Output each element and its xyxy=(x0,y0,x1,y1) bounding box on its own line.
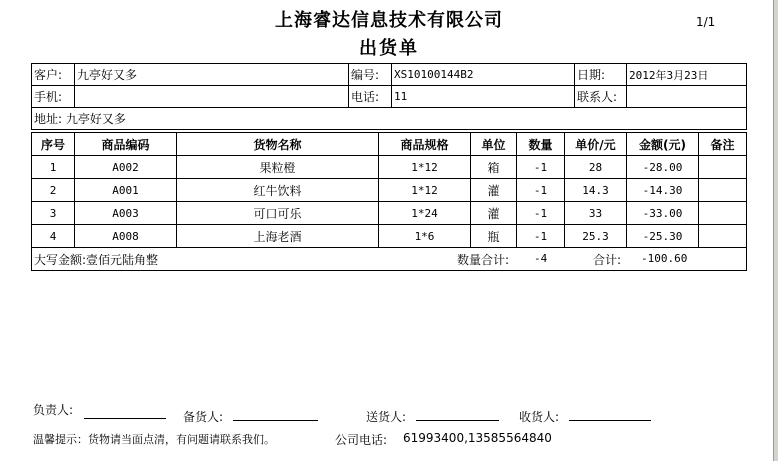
mobile-label: 手机: xyxy=(32,86,75,108)
row-code: A008 xyxy=(75,225,177,248)
company-phone-value: 61993400,13585564840 xyxy=(403,431,552,445)
table-row xyxy=(32,225,747,248)
row-amount: -14.30 xyxy=(627,179,699,202)
row-price: 14.3 xyxy=(565,179,627,202)
row-unit: 瓶 xyxy=(471,225,517,248)
col-header: 数量 xyxy=(517,133,565,156)
company-name: 上海睿达信息技术有限公司 xyxy=(275,10,503,31)
phone-value: 11 xyxy=(392,86,575,108)
row-amount: -25.30 xyxy=(627,225,699,248)
row-code: A001 xyxy=(75,179,177,202)
address-label: 地址: xyxy=(34,112,63,126)
row-no: 2 xyxy=(32,179,75,202)
preparer-signature-line xyxy=(233,420,318,421)
col-header: 金额(元) xyxy=(627,133,699,156)
row-qty: -1 xyxy=(517,225,565,248)
row-qty: -1 xyxy=(517,179,565,202)
company-phone-label: 公司电话: xyxy=(335,433,388,447)
row-note xyxy=(699,179,747,202)
row-code: A003 xyxy=(75,202,177,225)
row-unit: 灌 xyxy=(471,202,517,225)
col-header: 货物名称 xyxy=(177,133,379,156)
total-label: 合计: xyxy=(593,253,622,267)
table-row xyxy=(32,179,747,202)
date-label: 日期: xyxy=(575,64,627,86)
table-row xyxy=(32,202,747,225)
deliverer-signature-line xyxy=(416,420,499,421)
receiver-label: 收货人: xyxy=(519,410,560,424)
number-label: 编号: xyxy=(349,64,392,86)
receiver-signature-line xyxy=(569,420,651,421)
items-table xyxy=(31,132,747,271)
row-price: 28 xyxy=(565,156,627,179)
col-header: 商品规格 xyxy=(379,133,471,156)
row-no: 3 xyxy=(32,202,75,225)
row-no: 1 xyxy=(32,156,75,179)
date-value: 2012年3月23日 xyxy=(627,64,747,86)
row-price: 33 xyxy=(565,202,627,225)
table-header-row xyxy=(32,133,747,156)
customer-label: 客户: xyxy=(32,64,75,86)
summary-row xyxy=(32,248,747,271)
info-row xyxy=(32,86,747,108)
row-no: 4 xyxy=(32,225,75,248)
col-header: 单位 xyxy=(471,133,517,156)
row-name: 果粒橙 xyxy=(177,156,379,179)
row-unit: 灌 xyxy=(471,179,517,202)
footer-tip: 温馨提示：货物请当面点清，有问题请联系我们。 xyxy=(33,433,275,446)
info-row xyxy=(32,108,747,130)
address-value: 九亭好又多 xyxy=(65,112,126,126)
window-edge xyxy=(773,0,778,461)
info-table xyxy=(31,63,747,130)
address-cell xyxy=(32,108,747,130)
qty-total-value: -4 xyxy=(534,252,548,265)
responsible-label: 负责人: xyxy=(33,403,74,417)
row-amount: -28.00 xyxy=(627,156,699,179)
phone-label: 电话: xyxy=(349,86,392,108)
row-name: 红牛饮料 xyxy=(177,179,379,202)
row-name: 上海老酒 xyxy=(177,225,379,248)
col-header: 单价/元 xyxy=(565,133,627,156)
capital-label: 大写金额: xyxy=(34,252,87,267)
table-row xyxy=(32,156,747,179)
col-header: 备注 xyxy=(699,133,747,156)
row-note xyxy=(699,156,747,179)
col-header: 商品编码 xyxy=(75,133,177,156)
responsible-signature-line xyxy=(84,418,166,419)
qty-total-label: 数量合计: xyxy=(457,253,510,267)
info-row xyxy=(32,64,747,86)
row-spec: 1*12 xyxy=(379,156,471,179)
total-value: -100.60 xyxy=(641,252,688,265)
row-spec: 1*12 xyxy=(379,179,471,202)
row-name: 可口可乐 xyxy=(177,202,379,225)
row-code: A002 xyxy=(75,156,177,179)
contact-value xyxy=(627,86,747,108)
customer-value: 九亭好又多 xyxy=(75,64,349,86)
row-qty: -1 xyxy=(517,202,565,225)
row-unit: 箱 xyxy=(471,156,517,179)
deliverer-label: 送货人: xyxy=(366,410,407,424)
row-price: 25.3 xyxy=(565,225,627,248)
summary-cell xyxy=(32,248,747,271)
row-qty: -1 xyxy=(517,156,565,179)
row-spec: 1*6 xyxy=(379,225,471,248)
col-header: 序号 xyxy=(32,133,75,156)
preparer-label: 备货人: xyxy=(183,410,224,424)
page-number: 1/1 xyxy=(696,15,716,29)
row-note xyxy=(699,202,747,225)
contact-label: 联系人: xyxy=(575,86,627,108)
document-title: 出货单 xyxy=(359,38,419,59)
capital-value: 壹佰元陆角整 xyxy=(86,252,159,267)
row-spec: 1*24 xyxy=(379,202,471,225)
row-note xyxy=(699,225,747,248)
row-amount: -33.00 xyxy=(627,202,699,225)
number-value: XS10100144B2 xyxy=(392,64,575,86)
mobile-value xyxy=(75,86,349,108)
